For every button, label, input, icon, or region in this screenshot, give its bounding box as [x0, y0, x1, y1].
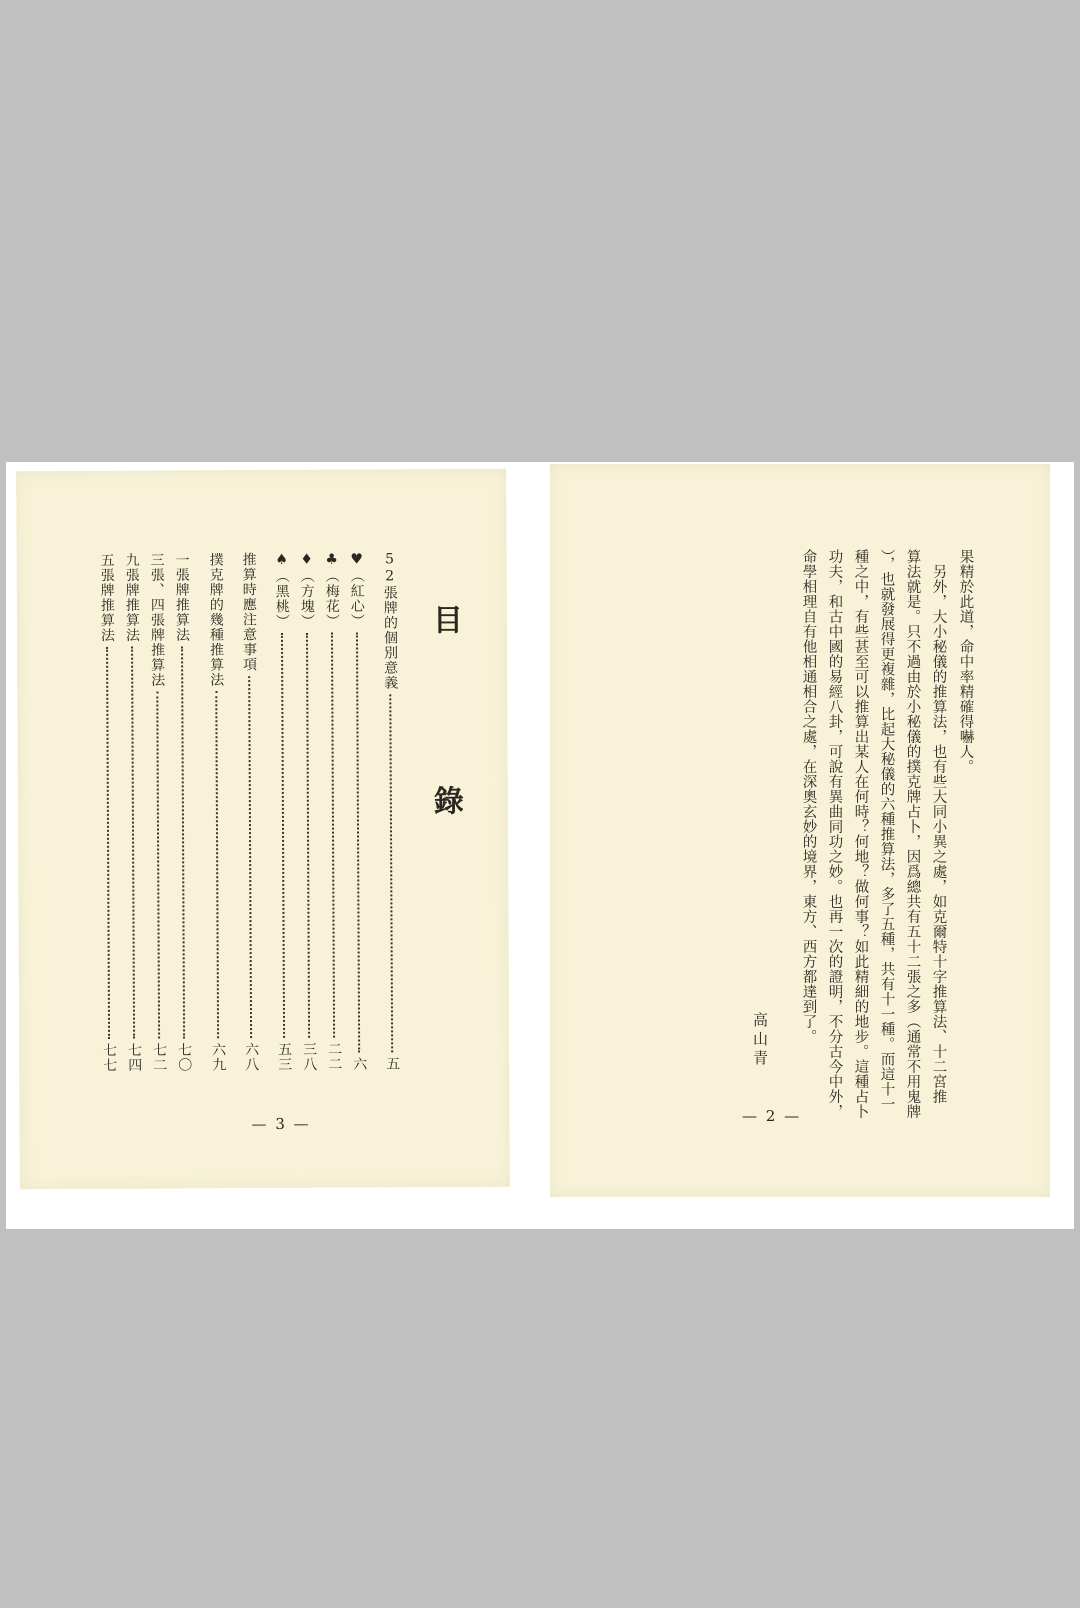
toc-item-page: 三八 [301, 1041, 318, 1072]
toc-item-label: ♦（方塊） [298, 551, 315, 629]
toc-item[interactable] [239, 552, 262, 1072]
toc-item-label: 五張牌推算法 [98, 552, 116, 643]
toc-leader-dots [106, 647, 110, 1039]
author-signature: 高山青 [751, 1012, 769, 1069]
page-number: — 2 — [742, 1107, 802, 1125]
toc-item-label: ♥（紅心） [348, 551, 365, 629]
toc-item[interactable] [380, 551, 403, 1071]
toc-title: 目 錄 [426, 603, 464, 874]
paragraph-column: 果精於此道，命中率精確得嚇人。 [957, 549, 974, 774]
scanned-spread [6, 462, 1074, 1229]
toc-item-page: 七七 [101, 1042, 118, 1073]
toc-leader-dots [281, 633, 285, 1038]
toc-item-label: 撲克牌的幾種推算法 [207, 552, 225, 688]
toc-item[interactable] [172, 552, 195, 1072]
toc-leader-dots [131, 647, 135, 1039]
toc-item-page: 二二 [326, 1041, 343, 1072]
toc-item-page: 六九 [210, 1042, 227, 1073]
paragraph-column: 種之中，有些甚至可以推算出某人在何時？何地？做何事？如此精細的地步。這種占卜 [852, 549, 869, 1119]
paragraph-column: 另外，大小秘儀的推算法，也有些大同小異之處，如克爾特十字推算法、十二宮推 [930, 549, 947, 1104]
paragraph-column: 命學相理自有他相通相合之處，在深奧玄妙的境界，東方、西方都達到了。 [800, 549, 817, 1044]
paragraph-column: 功夫，和古中國的易經八卦，可說有異曲同功之妙。也再一次的證明，不分古今中外， [826, 549, 843, 1119]
toc-leader-dots [156, 692, 160, 1039]
page-number: — 3 — [251, 1114, 311, 1134]
toc-item-page: 五三 [276, 1041, 293, 1072]
toc-leader-dots [215, 691, 219, 1038]
toc-leader-dots [356, 633, 360, 1053]
toc-item[interactable] [97, 553, 120, 1073]
toc-item-label: ♣（梅花） [323, 551, 340, 629]
toc-item-label: 推算時應注意事項 [240, 552, 258, 673]
toc-item-page: 六八 [243, 1042, 260, 1073]
toc-item-page: 六 [351, 1056, 368, 1072]
toc-item-label: 一張牌推算法 [173, 552, 191, 643]
right-page-preface [550, 464, 1050, 1197]
toc-item-page: 七二 [151, 1042, 168, 1073]
toc-item[interactable] [272, 552, 295, 1072]
toc-item-page: 五 [384, 1056, 401, 1072]
toc-item[interactable] [322, 552, 345, 1072]
toc-item-label: 九張牌推算法 [123, 552, 141, 643]
toc-item-page: 七〇 [176, 1042, 193, 1073]
toc-item[interactable] [297, 552, 320, 1072]
toc-item-page: 七四 [126, 1042, 143, 1073]
toc-leader-dots [306, 633, 310, 1038]
toc-item[interactable] [122, 553, 145, 1073]
left-page-table-of-contents [16, 469, 510, 1190]
paragraph-column: ），也就發展得更複雜，比起大秘儀的六種推算法，多了五種，共有十一種。而這十一 [878, 549, 895, 1112]
paragraph-column: 算法就是。只不過由於小秘儀的撲克牌占卜，因爲總共有五十二張之多（通常不用鬼牌 [904, 549, 921, 1119]
toc-item-label: 52張牌的個別意義 [381, 551, 399, 691]
toc-leader-dots [248, 676, 252, 1038]
toc-leader-dots [331, 633, 335, 1038]
toc-item[interactable] [347, 551, 370, 1071]
toc-item-label: 三張、四張牌推算法 [148, 552, 166, 688]
toc-item-label: ♠（黑桃） [273, 551, 290, 629]
toc-item[interactable] [206, 552, 229, 1072]
toc-leader-dots [389, 694, 393, 1052]
toc-item[interactable] [147, 553, 170, 1073]
toc-leader-dots [181, 646, 185, 1038]
